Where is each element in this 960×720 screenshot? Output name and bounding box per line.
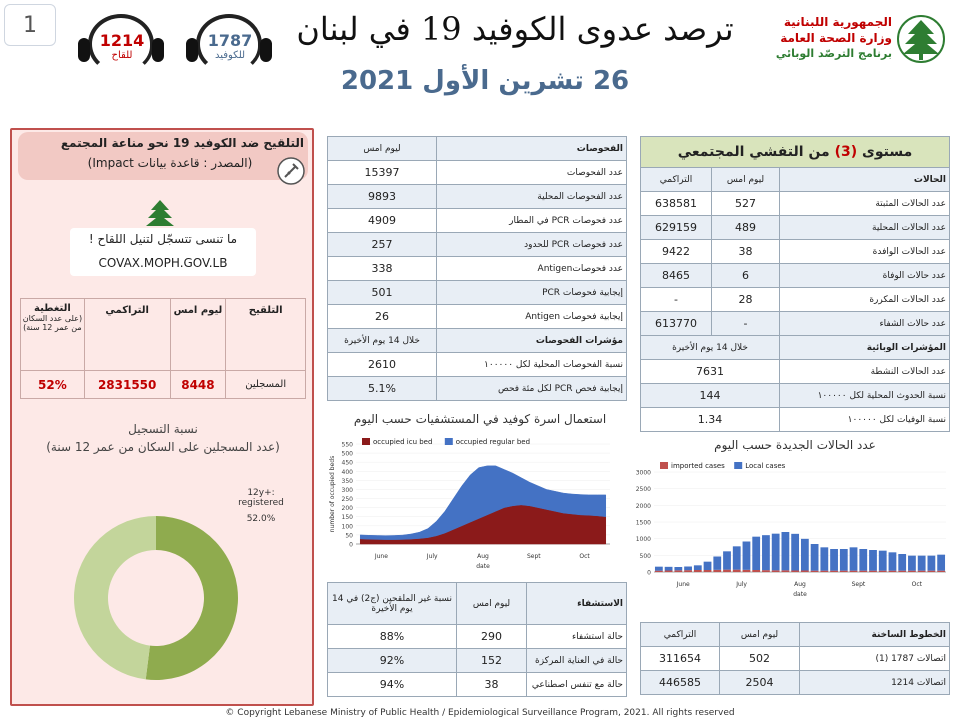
bar-1 <box>840 549 848 571</box>
y-tick-label: 2000 <box>635 502 651 510</box>
col-cumulative: التراكمي <box>84 299 170 371</box>
bar-0 <box>723 570 731 572</box>
bar-0 <box>869 571 877 572</box>
cedar-logo-icon <box>896 14 946 64</box>
y-tick-label: 0 <box>647 569 651 577</box>
coverage-note: (على عدد السكان من عمر 12 سنة) <box>22 314 83 332</box>
covid-hotline-label: للكوفيد <box>214 49 246 61</box>
logo-line-1: الجمهورية اللبنانية <box>783 15 892 29</box>
x-tick-label: June <box>676 581 690 588</box>
bar-1 <box>772 534 780 571</box>
bar-0 <box>762 570 770 572</box>
bar-0 <box>704 570 712 572</box>
x-tick-label: Oct <box>911 581 922 588</box>
x-tick-label: Oct <box>579 553 590 560</box>
test-value: 338 <box>328 257 437 281</box>
bar-1 <box>869 550 877 571</box>
cases-col-cumulative: التراكمي <box>641 168 712 192</box>
epi-row <box>641 384 950 408</box>
bar-0 <box>898 571 906 572</box>
page-title: ترصد عدوى الكوفيد 19 في لبنان <box>296 10 734 48</box>
bar-1 <box>752 537 760 570</box>
bar-0 <box>811 571 819 572</box>
hospitalization-table <box>327 582 627 697</box>
test-indicator-label: إيجابية فحص PCR لكل مئة فحص <box>437 377 627 401</box>
y-tick-label: 250 <box>341 496 353 504</box>
test-row <box>328 281 627 305</box>
hotline-cumulative: 311654 <box>641 647 720 671</box>
hospital-row <box>328 673 627 697</box>
bar-0 <box>782 570 790 572</box>
bar-1 <box>898 554 906 571</box>
y-tick-label: 3000 <box>635 469 651 477</box>
beds-chart-title: استعمال اسرة كوفيد في المستشفيات حسب اليوم <box>353 412 607 426</box>
hotline-cumulative: 446585 <box>641 671 720 695</box>
y-tick-label: 200 <box>341 505 353 513</box>
bar-1 <box>928 556 936 571</box>
case-row <box>641 288 950 312</box>
y-tick-label: 1500 <box>635 519 651 527</box>
hotline-label: اتصالات 1214 <box>800 671 950 695</box>
hospital-ratio: 92% <box>328 649 457 673</box>
cases-chart-title: عدد الحالات الجديدة حسب اليوم <box>714 438 876 452</box>
hotline-col-cumulative: التراكمي <box>641 623 720 647</box>
hotline-row <box>641 647 950 671</box>
epi-label: نسبة الحدوث المحلية لكل ١٠٠٠٠٠ <box>780 384 950 408</box>
case-cumulative: 613770 <box>641 312 712 336</box>
cases-table <box>640 167 950 432</box>
vaccination-title: التلقيح ضد الكوفيد 19 نحو مناعة المجتمع <box>60 136 304 150</box>
test-label: عدد الفحوصات <box>437 161 627 185</box>
hotline-row <box>641 671 950 695</box>
hospital-ratio: 94% <box>328 673 457 697</box>
epi-value: 144 <box>641 384 780 408</box>
test-row <box>328 233 627 257</box>
case-label: عدد الحالات الوافدة <box>780 240 950 264</box>
beds-chart <box>326 434 618 578</box>
test-indicator-value: 2610 <box>328 353 437 377</box>
test-label: عدد الفحوصات المحلية <box>437 185 627 209</box>
test-label: عدد فحوصات PCR في المطار <box>437 209 627 233</box>
y-tick-label: 300 <box>341 486 353 494</box>
test-row <box>328 209 627 233</box>
bar-1 <box>937 555 945 571</box>
copyright-footer: © Copyright Lebanese Ministry of Public Health / Epidemiological Surveillance Program, 2021. All rights reserved <box>225 708 735 718</box>
registration-link[interactable]: COVAX.MOPH.GOV.LB <box>98 256 228 270</box>
bar-0 <box>772 570 780 572</box>
y-tick-label: 50 <box>345 532 353 540</box>
legend-label: occupied regular bed <box>455 438 531 446</box>
vaccine-hotline-count: 1214 <box>99 30 145 50</box>
test-value: 257 <box>328 233 437 257</box>
hospital-row <box>328 625 627 649</box>
bar-0 <box>879 571 887 572</box>
ministry-logo-text <box>762 14 892 62</box>
report-date: 26 تشرين الأول 2021 <box>340 66 630 96</box>
y-tick-label: 0 <box>349 541 353 549</box>
bar-1 <box>743 542 751 570</box>
hospital-col-ratio: نسبة غير الملقحين (ج2) في 14 يوم الأخيرة <box>328 583 457 625</box>
case-yesterday: 6 <box>712 264 780 288</box>
cases-header: الحالات <box>780 168 950 192</box>
community-level-title <box>640 136 950 168</box>
register-message: ما تنسى تتسجّل لتنيل اللقاح ! <box>88 232 238 246</box>
epi-label: عدد الحالات النشطة <box>780 360 950 384</box>
vaccination-source: (المصدر : قاعدة بيانات Impact) <box>87 156 253 170</box>
hotline-yesterday: 502 <box>720 647 800 671</box>
test-indicator-row <box>328 377 627 401</box>
test-value: 15397 <box>328 161 437 185</box>
bar-1 <box>811 544 819 571</box>
bar-0 <box>665 571 673 573</box>
hospital-label: حالة استشفاء <box>527 625 627 649</box>
epi-row <box>641 360 950 384</box>
y-tick-label: 350 <box>341 477 353 485</box>
page-number: 1 <box>4 4 56 46</box>
bar-1 <box>655 567 663 571</box>
legend-swatch <box>660 462 668 469</box>
bar-0 <box>684 570 692 572</box>
hospital-col-yesterday: ليوم امس <box>457 583 527 625</box>
tests-table <box>327 136 627 401</box>
hospital-label: حالة مع تنفس اصطناعي <box>527 673 627 697</box>
legend-swatch <box>445 438 453 445</box>
bar-0 <box>801 571 809 573</box>
test-value: 26 <box>328 305 437 329</box>
hotline-col-yesterday: ليوم امس <box>720 623 800 647</box>
coverage-header: التغطية <box>34 303 71 314</box>
y-tick-label: 2500 <box>635 486 651 494</box>
y-tick-label: 500 <box>639 552 651 560</box>
bar-1 <box>684 567 692 571</box>
hospital-header: الاستشفاء <box>527 583 627 625</box>
bar-0 <box>674 570 682 572</box>
case-label: عدد حالات الشفاء <box>780 312 950 336</box>
test-indicator-value: 5.1% <box>328 377 437 401</box>
case-cumulative: 8465 <box>641 264 712 288</box>
test-indicators-header: مؤشرات الفحوصات <box>437 329 627 353</box>
tests-header: الفحوصات <box>437 137 627 161</box>
hospital-ratio: 88% <box>328 625 457 649</box>
bar-0 <box>655 571 663 572</box>
case-label: عدد الحالات المحلية <box>780 216 950 240</box>
case-yesterday: 489 <box>712 216 780 240</box>
x-tick-label: July <box>736 581 747 588</box>
vaccine-hotline-badge <box>74 8 170 78</box>
x-tick-label: Sept <box>526 553 541 560</box>
case-cumulative: 629159 <box>641 216 712 240</box>
bar-0 <box>937 571 945 572</box>
bar-0 <box>743 570 751 572</box>
bar-0 <box>733 570 741 572</box>
bar-1 <box>918 556 926 571</box>
bar-0 <box>928 571 936 572</box>
row-registered-coverage: 52% <box>21 371 85 399</box>
test-value: 9893 <box>328 185 437 209</box>
bar-1 <box>791 534 799 571</box>
x-axis-label: date <box>793 591 807 598</box>
col-vaccination: التلقيح <box>226 299 306 371</box>
case-row <box>641 216 950 240</box>
bar-0 <box>713 570 721 572</box>
bar-1 <box>801 539 809 571</box>
bar-0 <box>918 571 926 572</box>
bar-0 <box>694 570 702 572</box>
bar-1 <box>713 557 721 570</box>
test-label: عدد فحوصات PCR للحدود <box>437 233 627 257</box>
case-yesterday: - <box>712 312 780 336</box>
test-indicator-row <box>328 353 627 377</box>
bar-0 <box>850 571 858 572</box>
y-tick-label: 150 <box>341 514 353 522</box>
case-cumulative: - <box>641 288 712 312</box>
donut-subtitle: (عدد المسجلين على السكان من عمر 12 سنة) <box>46 440 280 454</box>
x-tick-label: June <box>374 553 388 560</box>
col-yesterday: ليوم امس <box>170 299 226 371</box>
bar-1 <box>704 562 712 570</box>
syringe-icon <box>276 156 306 186</box>
bar-1 <box>820 547 828 570</box>
bar-0 <box>791 571 799 573</box>
cedar-small-icon <box>142 198 178 230</box>
legend-swatch <box>734 462 742 469</box>
bar-1 <box>859 549 867 571</box>
case-cumulative: 9422 <box>641 240 712 264</box>
case-yesterday: 527 <box>712 192 780 216</box>
covid-hotline-count: 1787 <box>207 30 253 50</box>
test-row <box>328 185 627 209</box>
x-tick-label: Aug <box>477 553 489 560</box>
bar-1 <box>850 547 858 570</box>
epi-value: 1.34 <box>641 408 780 432</box>
test-label: إيجابية فحوصات PCR <box>437 281 627 305</box>
legend-label: imported cases <box>671 462 725 470</box>
bar-0 <box>752 570 760 572</box>
case-row <box>641 240 950 264</box>
y-tick-label: 1000 <box>635 536 651 544</box>
hotline-table <box>640 622 950 695</box>
hospital-yesterday: 152 <box>457 649 527 673</box>
community-title-pre: مستوى <box>857 144 913 160</box>
hospital-row <box>328 649 627 673</box>
bar-1 <box>889 552 897 570</box>
hospital-yesterday: 38 <box>457 673 527 697</box>
col-coverage <box>21 299 85 371</box>
logo-line-2: وزارة الصحة العامة <box>780 31 892 45</box>
donut-title: نسبة التسجيل <box>128 422 198 436</box>
case-row <box>641 192 950 216</box>
bar-1 <box>908 556 916 571</box>
test-row <box>328 305 627 329</box>
hospital-yesterday: 290 <box>457 625 527 649</box>
test-label: عدد فحوصاتAntigen <box>437 257 627 281</box>
donut-percent-label: 52.0% <box>246 514 276 524</box>
new-cases-chart <box>624 458 954 608</box>
bar-1 <box>782 532 790 570</box>
legend-label: Local cases <box>745 462 786 470</box>
bar-1 <box>879 551 887 571</box>
y-axis-label: number of occupied beds <box>329 455 336 533</box>
case-cumulative: 638581 <box>641 192 712 216</box>
case-row <box>641 312 950 336</box>
donut-series-label: 12y+: registered <box>238 488 284 508</box>
y-tick-label: 400 <box>341 468 353 476</box>
cases-col-yesterday: ليوم امس <box>712 168 780 192</box>
row-registered-label: المسجلين <box>226 371 306 399</box>
case-yesterday: 28 <box>712 288 780 312</box>
y-tick-label: 450 <box>341 459 353 467</box>
case-label: عدد الحالات المثبتة <box>780 192 950 216</box>
test-row <box>328 161 627 185</box>
tests-col: ليوم امس <box>328 137 437 161</box>
test-value: 501 <box>328 281 437 305</box>
case-row <box>641 264 950 288</box>
vaccine-hotline-label: للقاح <box>111 49 133 61</box>
hotline-yesterday: 2504 <box>720 671 800 695</box>
hospital-label: حالة في العناية المركزة <box>527 649 627 673</box>
epi-value: 7631 <box>641 360 780 384</box>
test-indicators-col: خلال 14 يوم الأخيرة <box>328 329 437 353</box>
y-tick-label: 500 <box>341 450 353 458</box>
test-value: 4909 <box>328 209 437 233</box>
epi-label: نسبة الوفيات لكل ١٠٠٠٠٠ <box>780 408 950 432</box>
bar-0 <box>820 571 828 572</box>
x-tick-label: Sept <box>851 581 866 588</box>
bar-0 <box>859 571 867 572</box>
y-tick-label: 100 <box>341 523 353 531</box>
vaccination-table <box>20 298 306 399</box>
bar-1 <box>665 567 673 571</box>
epi-header: المؤشرات الوبائية <box>780 336 950 360</box>
bar-1 <box>762 535 770 570</box>
x-axis-label: date <box>476 563 490 570</box>
bar-1 <box>830 549 838 571</box>
hotline-header: الخطوط الساخنة <box>800 623 950 647</box>
row-registered-yesterday: 8448 <box>170 371 226 399</box>
test-row <box>328 257 627 281</box>
epi-row <box>641 408 950 432</box>
x-tick-label: July <box>426 553 438 560</box>
bar-1 <box>674 567 682 570</box>
x-tick-label: Aug <box>794 581 806 588</box>
covid-hotline-badge <box>182 8 278 78</box>
community-level-value: (3) <box>834 144 858 160</box>
donut-slice-registered <box>146 516 238 680</box>
row-registered-cumulative: 2831550 <box>84 371 170 399</box>
bar-0 <box>830 571 838 572</box>
bar-0 <box>840 571 848 572</box>
hotline-label: اتصالات 1787 (1) <box>800 647 950 671</box>
epi-col: خلال 14 يوم الأخيرة <box>641 336 780 360</box>
bar-0 <box>908 571 916 572</box>
y-tick-label: 550 <box>341 441 353 449</box>
donut-slice-remaining <box>74 516 156 679</box>
case-label: عدد حالات الوفاة <box>780 264 950 288</box>
legend-label: occupied icu bed <box>373 438 433 446</box>
logo-line-3: برنامج الترصّد الوبائي <box>775 47 892 60</box>
bar-0 <box>889 571 897 572</box>
bar-1 <box>694 565 702 570</box>
test-label: إيجابية فحوصات Antigen <box>437 305 627 329</box>
test-indicator-label: نسبة الفحوصات المحلية لكل ١٠٠٠٠٠ <box>437 353 627 377</box>
bar-1 <box>723 551 731 569</box>
community-title-post: من التفشي المجتمعي <box>677 144 835 160</box>
legend-swatch <box>362 438 370 445</box>
bar-1 <box>733 546 741 569</box>
case-label: عدد الحالات المكررة <box>780 288 950 312</box>
case-yesterday: 38 <box>712 240 780 264</box>
